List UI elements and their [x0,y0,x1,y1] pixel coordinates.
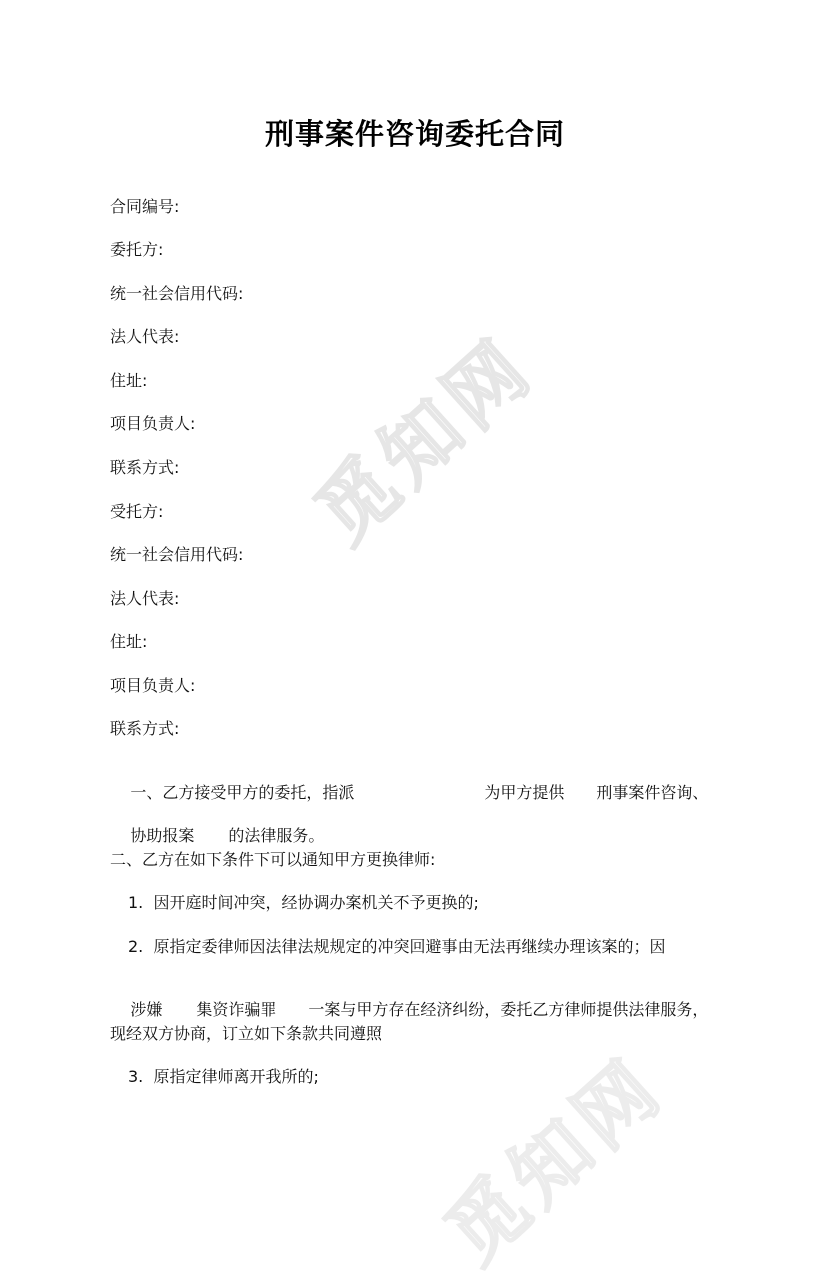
clause-2-item-2: 2. 原指定委律师因法律法规规定的冲突回避事由无法再继续办理该案的；因 [128,937,666,956]
clause-2-item-3: 3. 原指定律师离开我所的; [128,1067,319,1086]
clause-1-text-c: 刑事案件咨询、 [596,783,709,802]
field-client-legal-rep: 法人代表: [110,327,180,346]
clause-2-text-c: 一案与甲方存在经济纠纷，委托乙方律师提供法律服务， [308,1000,709,1019]
clause-1-text-e: 的法律服务。 [228,826,325,845]
clause-1-text-d: 协助报案 [130,826,195,845]
watermark-bottom: 觅知网 [429,1041,682,1281]
field-client-contact: 联系方式: [110,458,180,477]
document-title: 刑事案件咨询委托合同 [264,117,565,151]
clause-1-text-a: 一、乙方接受甲方的委托，指派 [130,783,355,802]
clause-2-item-1: 1. 因开庭时间冲突，经协调办案机关不予更换的; [128,893,479,912]
clause-2-text-a: 涉嫌 [130,1000,163,1019]
clause-2-text-b: 集资诈骗罪 [196,1000,277,1019]
clause-2-item-2-line-3: 现经双方协商，订立如下条款共同遵照 [110,1024,383,1043]
clause-1-text-b: 为甲方提供 [484,783,565,802]
field-trustee: 受托方: [110,502,164,521]
field-client-project-lead: 项目负责人: [110,414,196,433]
field-client: 委托方: [110,240,164,259]
field-client-credit-code: 统一社会信用代码: [110,284,244,303]
field-trustee-address: 住址: [110,632,148,651]
field-trustee-legal-rep: 法人代表: [110,589,180,608]
field-trustee-project-lead: 项目负责人: [110,676,196,695]
clause-2-heading: 二、乙方在如下条件下可以通知甲方更换律师: [110,850,436,869]
field-contract-number: 合同编号: [110,197,180,216]
field-client-address: 住址: [110,371,148,390]
field-trustee-credit-code: 统一社会信用代码: [110,545,244,564]
watermark: 觅知网 [299,321,552,561]
field-trustee-contact: 联系方式: [110,719,180,738]
